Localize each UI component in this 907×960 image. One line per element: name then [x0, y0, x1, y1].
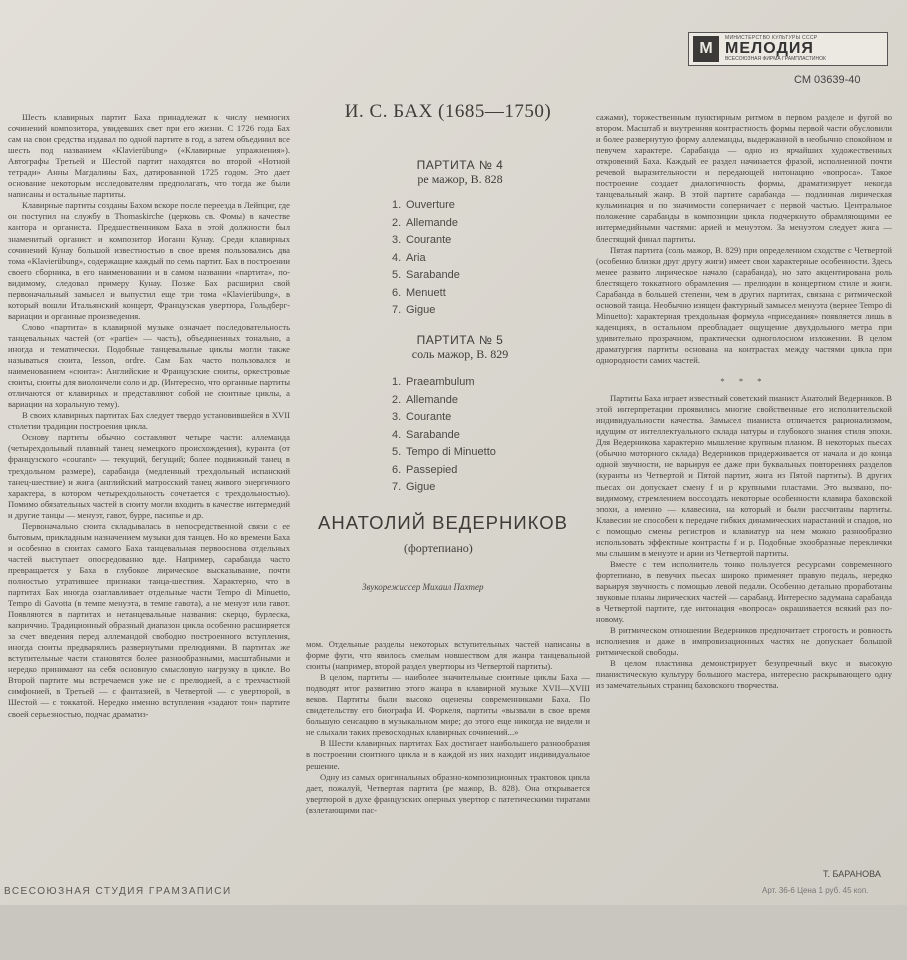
- logo-name: МЕЛОДИЯ: [725, 40, 814, 57]
- essay-paragraph: Вместе с тем исполнитель тонко пользуется ресурсами современного фортепиано, в певучих пьесах широко применяет правую педаль, нередко варьируя звучность с помощью левой педали. Особенно детально проработаны звуковые планы лирических частей — сарабанд. Интересно задумана сарабанда в Четвертой партите, где интонация «вопроса» окрашивается всякий раз по-новому.: [596, 558, 892, 625]
- track-item: 2. Allemande: [392, 393, 458, 406]
- essay-paragraph: мом. Отдельные разделы некоторых вступительных частей написаны в форме фуги, что явилось смелым новшеством для жанра танцевальной сюиты (например, второй раздел увертюры из Четвертой партиты).: [306, 639, 590, 672]
- track-item: 3. Courante: [392, 411, 452, 423]
- partita-5-tracklist: [392, 374, 496, 497]
- track-item: 6. Passepied: [392, 463, 458, 476]
- essay-middle-column: [306, 639, 590, 884]
- partita-4-heading: [380, 158, 540, 187]
- footer-price: Арт. 36-6 Цена 1 руб. 45 коп.: [762, 886, 869, 895]
- sleeve-bottom-band: [0, 905, 907, 960]
- essay-paragraph: В ритмическом отношении Ведерников предпочитает строгость и ровность исполнения и даже в импровизационных частях не допускает большой ритмической свободы.: [596, 625, 892, 658]
- partita-4-number: ПАРТИТА № 4: [416, 158, 504, 172]
- catalog-number: СМ 03639-40: [794, 74, 861, 86]
- melodiya-emblem-icon: М: [693, 36, 719, 62]
- track-item: 4. Aria: [392, 251, 426, 264]
- essay-paragraph: В своих клавирных партитах Бах следует твердо установившейся в XVII столетии традиции построения цикла.: [8, 410, 290, 432]
- track-item: 7. Gigue: [392, 304, 436, 316]
- logo-ministry: МИНИСТЕРСТВО КУЛЬТУРЫ СССР: [725, 35, 818, 41]
- essay-paragraph: В Шести клавирных партитах Бах достигает наибольшего разнообразия в построении сюитного цикла и в каждой из них находит индивидуальное решение.: [306, 738, 590, 771]
- track-item: 7. Gigue: [392, 481, 436, 493]
- essay-paragraph: Одну из самых оригинальных образно-композиционных трактовок цикла дает, пожалуй, Четвертая партита (ре мажор, B. 828). Она открывается увертюрой в духе французских оперных увертюр с патетическими тиратами (взлетающими пас-: [306, 771, 590, 815]
- footer-studio: ВСЕСОЮЗНАЯ СТУДИЯ ГРАМЗАПИСИ: [4, 886, 232, 897]
- essay-paragraph: Клавирные партиты созданы Бахом вскоре после переезда в Лейпциг, где он поступил на службу в Thomaskirche (церковь св. Фомы) в качестве кантора и органиста. Предшественником Баха в этой должности был знаменитый органист и композитор Иоганн Кунау. Среди клавирных сочинений Кунау большой известностью в свое время пользовались два тома «Klavierübung», содержащие каждый по семь партит. Бах в построении своего сборника, в его наименовании и в самом названии «партита», по-видимому, следовал примеру Кунау. Позже Бах расширил свой первоначальный замысел и выпустил еще три тома «Klavierübung», в который вошли Итальянский концерт, Французская увертюра, Гольдберг-вариации и органные произведения.: [8, 200, 290, 321]
- composer-title: И. С. БАХ (1685—1750): [344, 101, 552, 122]
- performer-name: АНАТОЛИЙ ВЕДЕРНИКОВ: [318, 512, 568, 533]
- logo-text: [725, 36, 826, 62]
- essay-paragraph: Пятая партита (соль мажор, B. 829) при определенном сходстве с Четвертой (особенно близки друг другу жиги) имеет свои характерные особенности. Здесь менее развито лирическое начало (сарабанда), но зато акцентирована роль блестящего токкатного обрамления — прелюдии в концертном стиле и жиги. Сарабанда в большей степени, чем в других партитах, связана с ритмической основой танца. Необычно изящен фактурный замысел менуэта (вернее Tempo di Minuetto): характерная трехдольная формула «приседания» появляется лишь в каденциях, в остальном преобладает ощущение двухдольного метра при удивительно прозрачном, практически одноголосном изложении. В целом драматургия партиты основана на контрастах между частями цикла при однородности самих частей.: [596, 244, 892, 366]
- author-signature: Т. БАРАНОВА: [823, 869, 881, 879]
- track-item: 5. Tempo di Minuetto: [392, 446, 496, 458]
- track-item: 1. Praeambulum: [392, 376, 475, 388]
- sound-engineer-credit: Звукорежиссер Михаил Пахтер: [362, 582, 484, 592]
- track-item: 5. Sarabande: [392, 269, 460, 281]
- track-item: 6. Menuett: [392, 286, 446, 299]
- essay-paragraph: В целом пластинка демонстрирует безупречный вкус и высокую пианистическую культуру большого мастера, интересно раскрывающего одну из замечательных страниц баховского творчества.: [596, 658, 892, 691]
- essay-left-column: [8, 112, 290, 898]
- track-item: 3. Courante: [392, 234, 452, 246]
- essay-paragraph: Шесть клавирных партит Баха принадлежат к числу немногих сочинений композитора, увидевших свет при его жизни. С 1726 года Бах сам на свои средства издавал по одной партите в год, а затем объединил все шесть под названием «Klavierübung» («Клавирные упражнения»). Автографы Третьей и Шестой партит находятся во второй «Нотной тетради» Анны Магдалины Бах, датированной 1725 годом. Это дает основание некоторым исследователям предполагать, что тогда же были написаны и остальные партиты.: [8, 112, 290, 200]
- essay-paragraph: Первоначально сюита складывалась в непосредственной связи с ее бытовым, прикладным назначением музыки для танцев. Но ко времени Баха и особенно в сюитах самого Баха танцевальная первооснова отдельных частей выступает опосредованно вде. Например, сарабанда часто превращается у Баха в глубокое лирическое высказывание, почти полностью утратившее признаки танца-шествия. Характерно, что в партитах Бах иногда озаглавливает отдельные части Tempo di Minuetto, Tempo di Gavotta (в темпе менуэта, в темпе гавота), а не менуэт или гавот. Появляются в партитах и нетанцевальные названия: скерцо, бурлеска, каприччио. Традиционный образный диапазон цикла особенно расширяется за счет введения перед аллемандой свободно построенного вступления, иногда сюиты предварялись развернутыми прелюдиями. В партитах же вступительные части становятся более разнообразными, масштабными и нередко принимают на себя основную смысловую нагрузку в цикле. Во Второй партите мы встречаемся уже не с прелюдией, а с трехчастной симфонией, в Третьей — с фантазией, в Четвертой — с увертюрой, в Шестой — с токкатой. Нередко именно вступления «задают тон» партите своей серьезностью, подчас драматиз-: [8, 520, 290, 719]
- essay-paragraph: Основу партиты обычно составляют четыре части: аллеманда (четырехдольный плавный танец немецкого происхождения), куранта (от французского «courant» — текущий, бегущий; более подвижный танец в трехдольном размере), сарабанда (медленный трехдольный испанский танец-шествие) и жига (английский матросский танец живого энергичного характера, в котором четырехдольность сочетается с трехдольностью). Помимо обязательных частей в сюиту могли входить в качестве интермедий и другие танцы — менуэт, гавот, бурре, пасипье и др.: [8, 432, 290, 520]
- essay-paragraph: Партиты Баха играет известный советский пианист Анатолий Ведерников. В этой интерпретации проявились многие свойственные его исполнительской индивидуальности качества. Замысел пианиста отличается рационализмом, идущим от интеллектуального склада натуры и глубокого знания стиля эпохи. Для Ведерникова характерно мышление крупным планом. В некоторых пьесах (обычно моторного склада) Ведерников придерживается от начала и до конца одной звучности, не варьируя ее даже при буквальных повторениях разделов (куранты из Четвертой и Пятой партит, жига из Пятой партиты). В других пьесах он допускает смену f и p крупными пластами. Это вызвано, по-видимому, стремлением воссоздать некоторые особенности клавира баховской эпохи, а именно — клавесина, на который и были рассчитаны партиты. Клавесин не способен к передаче гибких динамических нарастаний и спадов, но с помощью смены регистров и клавиатур на нем можно разнообразно использовать эффектные контрасты f и p. Подобные эхообразные переклички мы слышим в менуэте и арии из Четвертой партиты.: [596, 393, 892, 558]
- essay-paragraph: В целом, партиты — наиболее значительные сюитные циклы Баха — подводят итог развитию этого жанра в клавирной музыке XVII—XVIII веков. Партиты были высоко оценены современниками Баха. По свидетельству его биографа И. Форкеля, партиты «вызвали в свое время большую сенсацию в музыкальном мире; до этого еще никогда не видели и не слыхали таких превосходных клавирных сочинений...»: [306, 672, 590, 738]
- partita-4-key: ре мажор, B. 828: [417, 172, 503, 186]
- partita-5-number: ПАРТИТА № 5: [416, 333, 504, 347]
- track-item: 4. Sarabande: [392, 428, 460, 441]
- essay-paragraph: Слово «партита» в клавирной музыке означает последовательность танцевальных частей (от «partie» — часть), объединенных тонально, а иногда и тематически. Подобные танцевальные циклы могли также называться сюита, lesson, ordre. Сам Бах часто пользовался и наименованием «сюита»: Английские и Французские сюиты, оркестровые сюиты, сюиты для виолончели соло и др. (Интересно, что органные партиты отличаются от клавирных и представляют собой не сюитные циклы, а вариации на хоральную тему).: [8, 321, 290, 410]
- performer-instrument: (фортепиано): [404, 541, 473, 555]
- logo-company: ВСЕСОЮЗНАЯ ФИРМА ГРАМПЛАСТИНОК: [725, 56, 826, 62]
- partita-5-heading: [380, 333, 540, 362]
- partita-4-tracklist: [392, 197, 460, 320]
- essay-paragraph: сажами), торжественным пунктирным ритмом в первом разделе и фугой во втором. Масштаб и внутренняя контрастность формы первой части обусловили и более развернутую форму аллеманды, выдержанной в необычно спокойном и певучем характере. Сарабанда — одно из ярчайших художественных откровений Баха. Каждый ее раздел начинается фразой, исполненной почти речевой выразительности и передающей интонацию «вопроса». Такое построение создает диалогичность формы, драматизирует некогда танцевальный жанр. В этой партите сарабанда — подлинная лирическая кульминация и по значимости соперничает с первой частью. Центральное положение сарабанды в композиции цикла подчеркнуто обрамляющими ее интермедийными частями: арией и менуэтом. За менуэтом следует жига — блестящий финал партиты.: [596, 112, 892, 244]
- track-item: 2. Allemande: [392, 216, 458, 229]
- melodiya-logo: [688, 32, 888, 66]
- track-item: 1. Ouverture: [392, 199, 455, 211]
- essay-right-column: [596, 112, 892, 898]
- partita-5-key: соль мажор, B. 829: [411, 347, 509, 361]
- section-separator: * * *: [720, 376, 768, 387]
